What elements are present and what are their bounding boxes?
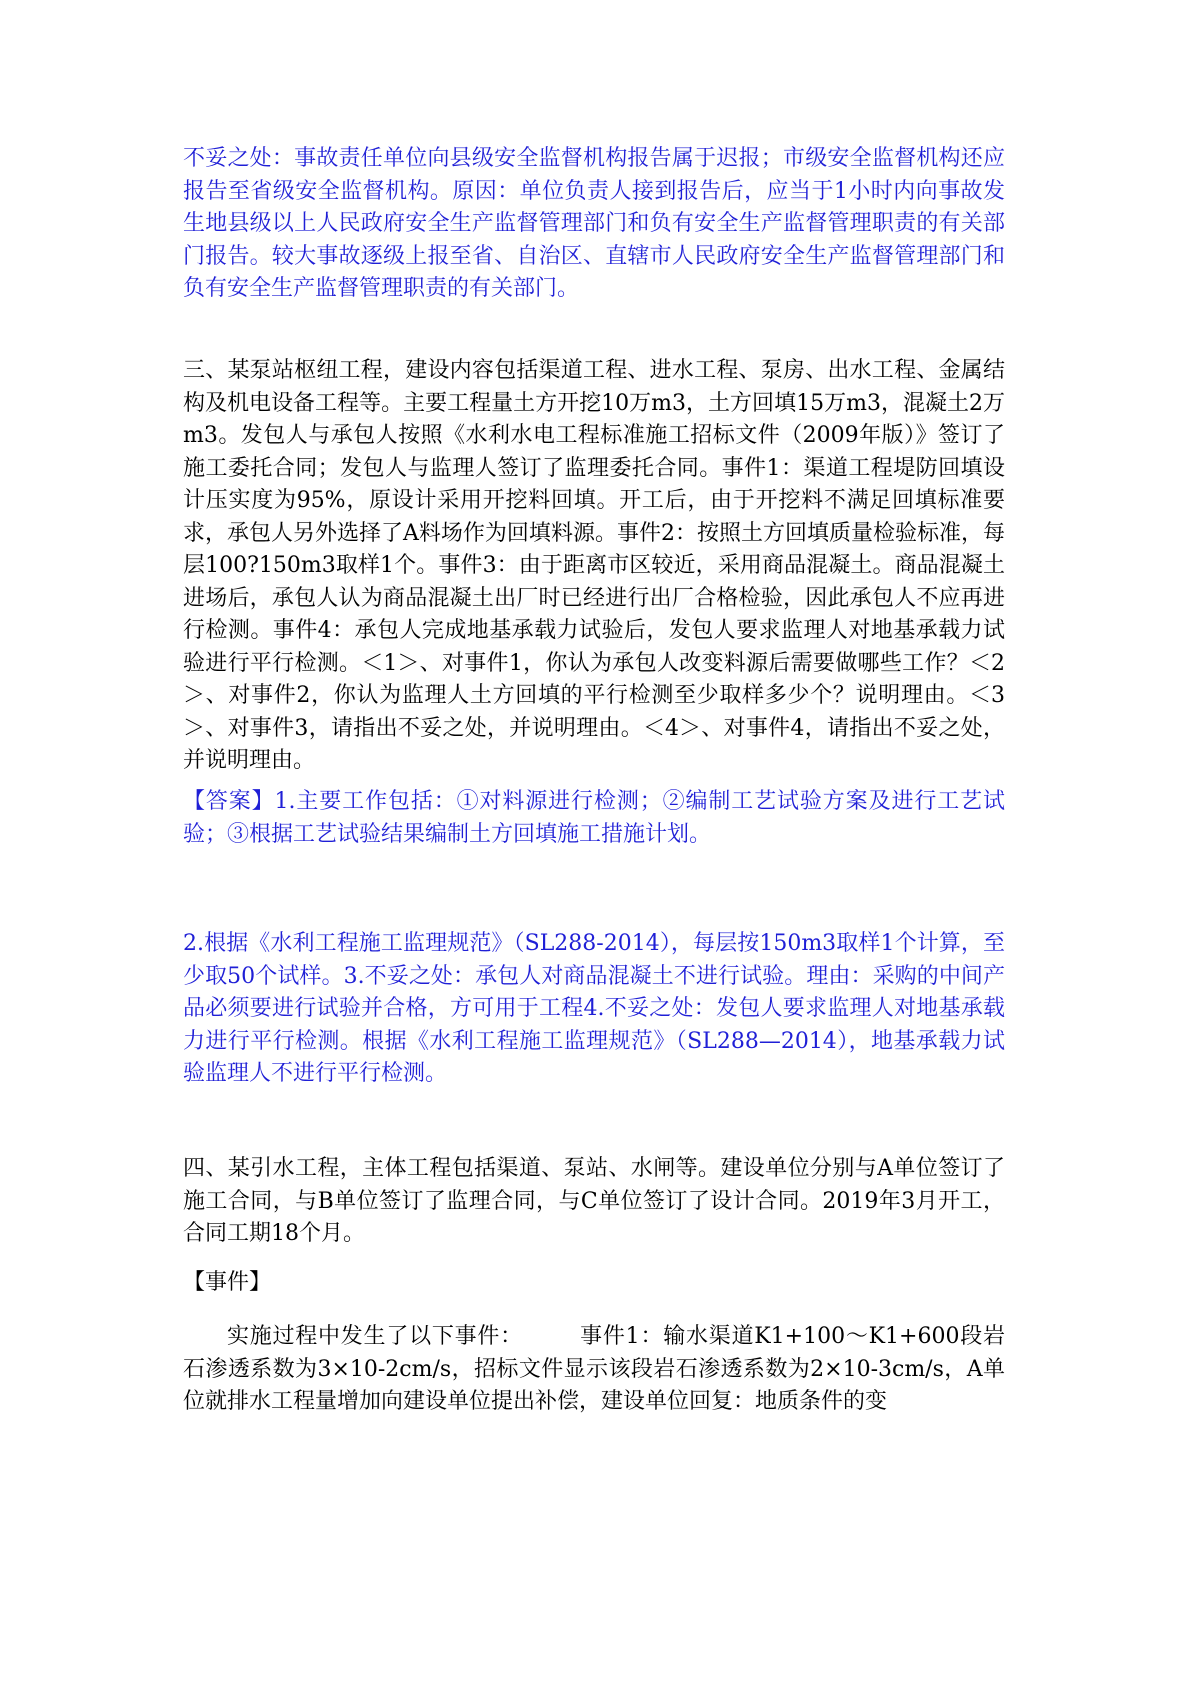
event-heading: 【事件】 (183, 1270, 272, 1295)
question-four-text: 四、某引水工程，主体工程包括渠道、泵站、水闸等。建设单位分别与A单位签订了施工合同，与B单位签订了监理合同，与C单位签订了设计合同。2019年3月开工，合同工期18个月。 (183, 1156, 1005, 1246)
question-three-answer-part1: 【答案】1.主要工作包括：①对料源进行检测；②编制工艺试验方案及进行工艺试验；③根据工艺试验结果编制土方回填施工措施计划。 (183, 789, 1005, 847)
question-three-text: 三、某泵站枢纽工程，建设内容包括渠道工程、进水工程、泵房、出水工程、金属结构及机电设备工程等。主要工程量土方开挖10万m3，土方回填15万m3，混凝土2万m3。发包人与承包人按照《水利水电工程标准施工招标文件（2009年版）》签订了施工委托合同；发包人与监理人签订了监理委托合同。事件1：渠道工程堤防回填设计压实度为95%，原设计采用开挖料回填。开工后，由于开挖料不满足回填标准要求，承包人另外选择了A料场作为回填料源。事件2：按照土方回填质量检验标准，每层100?150m3取样1个。事件3：由于距离市区较近，采用商品混凝土。商品混凝土进场后，承包人认为商品混凝土出厂时已经进行出厂合格检验，因此承包人不应再进行检测。事件4：承包人完成地基承载力试验后，发包人要求监理人对地基承载力试验进行平行检测。＜1＞、对事件1，你认为承包人改变料源后需要做哪些工作？＜2＞、对事件2，你认为监理人土方回填的平行检测至少取样多少个？说明理由。＜3＞、对事件3，请指出不妥之处，并说明理由。＜4＞、对事件4，请指出不妥之处，并说明理由。 (183, 358, 1005, 773)
answer-text-block: 不妥之处：事故责任单位向县级安全监督机构报告属于迟报；市级安全监督机构还应报告至省级安全监督机构。原因：单位负责人接到报告后，应当于1小时内向事故发生地县级以上人民政府安全生产监督管理部门和负有安全生产监督管理职责的有关部门报告。较大事故逐级上报至省、自治区、直辖市人民政府安全生产监督管理部门和负有安全生产监督管理职责的有关部门。 (183, 146, 1005, 301)
question-three-answer-part2: 2.根据《水利工程施工监理规范》（SL288-2014），每层按150m3取样1个计算，至少取50个试样。3.不妥之处：承包人对商品混凝土不进行试验。理由：采购的中间产品必须要进行试验并合格，方可用于工程4.不妥之处：发包人要求监理人对地基承载力进行平行检测。根据《水利工程施工监理规范》（SL288—2014），地基承载力试验监理人不进行平行检测。 (183, 931, 1005, 1086)
event-description-text: 实施过程中发生了以下事件： 事件1：输水渠道K1+100～K1+600段岩石渗透系数为3×10-2cm/s，招标文件显示该段岩石渗透系数为2×10-3cm/s，A单位就排水工程量增加向建设单位提出补偿，建设单位回复：地质条件的变 (183, 1324, 1005, 1414)
